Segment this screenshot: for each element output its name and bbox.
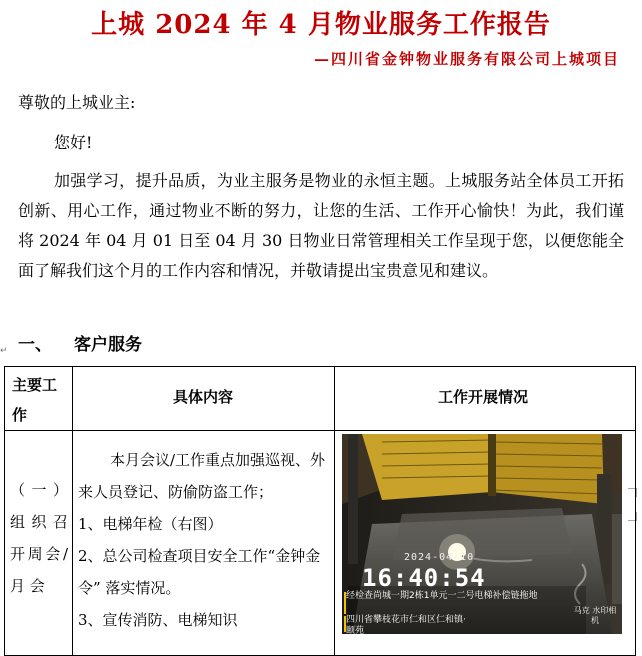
photo-note: 经检查尚城一期2栋1单元一二号电梯补偿链拖地: [346, 591, 538, 601]
section-number: 一、: [18, 335, 52, 355]
header-status: 工作开展情况: [437, 388, 528, 406]
section-title: 客户服务: [74, 335, 142, 355]
section-heading: [18, 330, 142, 355]
table-divider: [4, 430, 636, 431]
margin-marker-icon: ↵: [0, 346, 8, 356]
table-divider: [72, 366, 73, 656]
salutation: 尊敬的上城业主:: [18, 93, 136, 112]
greeting: 您好!: [54, 133, 93, 152]
content-item: 2、总公司检查项目安全工作“金钟金令” 落实情况。: [78, 547, 321, 597]
elevator-shaft-image: [342, 434, 622, 634]
watermark-brand: 马克 水印相机: [573, 606, 617, 625]
row-work-type: （一）组织召开周会/月 会: [10, 481, 68, 595]
content-item: 3、宣传消防、电梯知识: [78, 611, 238, 629]
letter-body: 加强学习，提升品质，为业主服务是物业的永恒主题。上城服务站全体员工开拓创新、用心工作，通过物业不断的努力，让您的生活、工作开心愉快！为此，我们谨将 2024 年 04 月 01 日至 04 月 30 日物业日常管理相关工作呈现于您，以便您能全面了解我们这个月的工作内容和情况，并敬请提出宝贵意见和建议。: [18, 171, 624, 280]
photo-time: 16:40:54: [362, 564, 486, 592]
report-subtitle: —四川省金钟物业服务有限公司上城项目: [313, 50, 620, 68]
elevator-inspection-photo: [342, 434, 622, 634]
header-main-work: 主要工作: [12, 376, 58, 424]
report-title: 上城 2024 年 4 月物业服务工作报告: [91, 10, 551, 40]
photo-date: 2024-04-10: [404, 552, 475, 563]
photo-location: 四川省攀枝花市仁和区仁和镇·颐苑: [346, 615, 466, 634]
table-divider: [334, 366, 335, 656]
content-intro: 本月会议/工作重点加强巡视、外来人员登记、防偷防盗工作；: [78, 451, 326, 501]
content-item: 1、电梯年检（右图）: [78, 515, 223, 533]
row-content: [78, 444, 328, 636]
header-content: 具体内容: [172, 388, 233, 406]
